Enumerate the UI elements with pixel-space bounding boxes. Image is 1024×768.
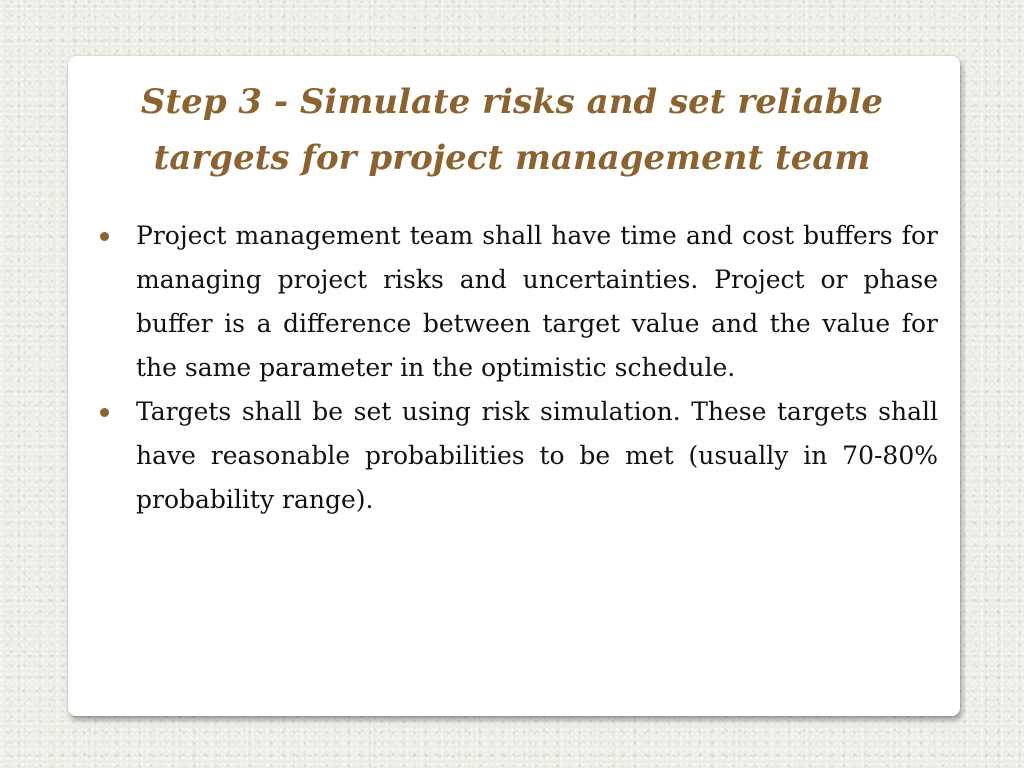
bullet-text: Project management team shall have time and cost buffers for managing project risks and uncertainties. Project or phase buffer is a difference between target value and the value for the same parameter in the optimistic schedule. (136, 221, 938, 382)
bullet-dot-icon (100, 408, 109, 417)
list-item (98, 214, 938, 390)
bullet-text: Targets shall be set using risk simulation. These targets shall have reasonable probabilities to be met (usually in 70-80% probability range). (136, 397, 938, 514)
list-item (98, 390, 938, 522)
bullet-dot-icon (100, 232, 109, 241)
bullet-list (98, 214, 938, 522)
slide-title: Step 3 - Simulate risks and set reliable targets for project management team (140, 82, 884, 178)
